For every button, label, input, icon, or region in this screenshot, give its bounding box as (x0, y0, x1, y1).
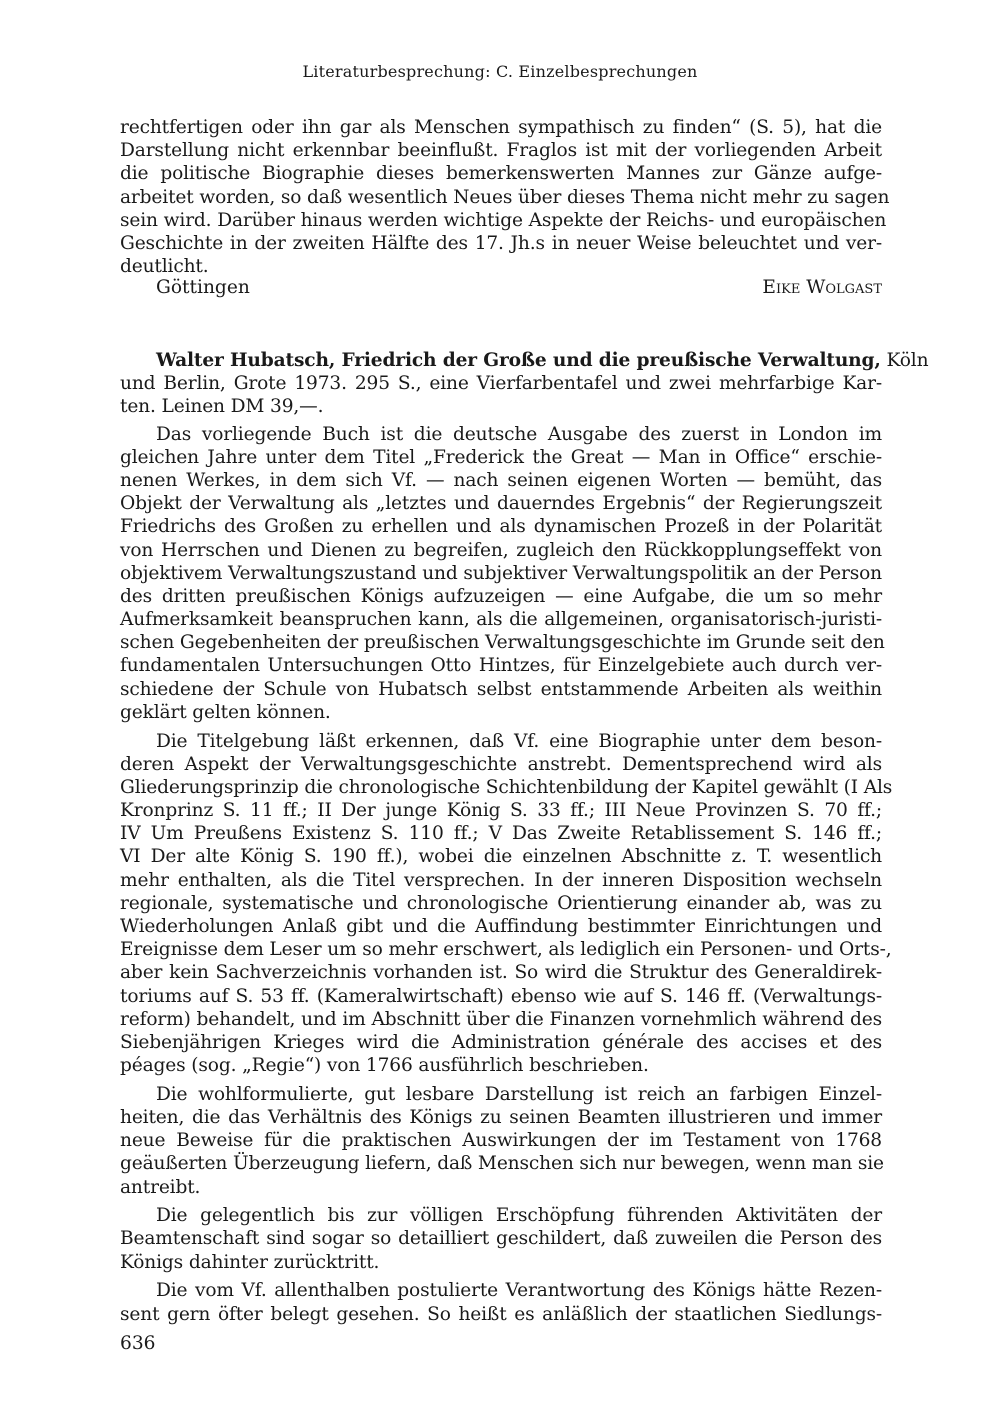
text-line: Friedrichs des Großen zu erhellen und als dynamischen Prozeß in der Polarität (120, 516, 882, 538)
text-line: Königs dahinter zurücktritt. (120, 1251, 380, 1273)
review-title-line: ten. Leinen DM 39,—. (120, 396, 324, 418)
text-line: heiten, die das Verhältnis des Königs zu seinen Beamten illustrieren und immer (120, 1107, 882, 1128)
text-line: objektivem Verwaltungszustand und subjektiver Verwaltungspolitik an der Person (120, 562, 882, 584)
paragraph (120, 1204, 882, 1274)
text-line: VI Der alte König S. 190 ff.), wobei die einzelnen Abschnitte z. T. wesentlich (120, 846, 882, 868)
text-line: die politische Biographie dieses bemerkenswerten Mannes zur Gänze aufge- (120, 163, 882, 185)
text-line: regionale, systematische und chronologische Orientierung einander ab, was zu (120, 892, 882, 914)
text-line: sein wird. Darüber hinaus werden wichtige Aspekte der Reichs- und europäischen (120, 209, 887, 231)
text-line: schen Gegebenheiten der preußischen Verwaltungsgeschichte im Grunde seit den (120, 632, 885, 654)
text-line: rechtfertigen oder ihn gar als Menschen sympathisch zu finden“ (S. 5), hat die (120, 117, 882, 138)
text-line: toriums auf S. 53 ff. (Kameralwirtschaft) ebenso wie auf S. 146 ff. (Verwaltungs- (120, 985, 882, 1007)
text-line: geklärt gelten können. (120, 701, 331, 723)
text-line: nenen Werkes, in dem sich Vf. — nach seinen eigenen Worten — bemüht, das (120, 469, 882, 491)
book-title: Walter Hubatsch, Friedrich der Große und die preußische Verwaltung, (156, 350, 881, 371)
text-line: Geschichte in der zweiten Hälfte des 17. Jh.s in neuer Weise beleuchtet und ver- (120, 232, 882, 254)
text-line: Siebenjährigen Krieges wird die Administration générale des accises et des (120, 1031, 882, 1053)
text-line: mehr enthalten, als die Titel versprechen. In der inneren Disposition wechseln (120, 869, 882, 891)
text-line: antreibt. (120, 1176, 201, 1198)
text-line: arbeitet worden, so daß wesentlich Neues über dieses Thema nicht mehr zu sagen (120, 186, 890, 208)
text-line: Die Titelgebung läßt erkennen, daß Vf. eine Biographie unter dem beson- (156, 730, 882, 752)
text-line: fundamentalen Untersuchungen Otto Hintzes, für Einzelgebiete auch durch ver- (120, 655, 882, 677)
text-line: Objekt der Verwaltung als „letztes und dauerndes Ergebnis“ der Regierungszeit (120, 493, 882, 515)
text-line: Die vom Vf. allenthalben postulierte Verantwortung des Königs hätte Rezen- (156, 1280, 882, 1302)
text-line: Kronprinz S. 11 ff.; II Der junge König S. 33 ff.; III Neue Provinzen S. 70 ff.; (120, 800, 882, 822)
text-line: Die gelegentlich bis zur völligen Erschöpfung führenden Aktivitäten der (156, 1205, 882, 1227)
text-line: deutlicht. (120, 256, 209, 278)
text-line: Darstellung nicht erkennbar beeinflußt. Fraglos ist mit der vorliegenden Arbeit (120, 140, 882, 162)
review-title-line: und Berlin, Grote 1973. 295 S., eine Vierfarbentafel und zwei mehrfarbige Kar- (120, 373, 882, 395)
paragraph (120, 1083, 882, 1199)
text-line: IV Um Preußens Existenz S. 110 ff.; V Das Zweite Retablissement S. 146 ff.; (120, 823, 882, 845)
text-line: Beamtenschaft sind sogar so detailliert geschildert, daß zuweilen die Person des (120, 1228, 882, 1250)
text-line: Ereignisse dem Leser um so mehr erschwert, als lediglich ein Personen- und Orts-, (120, 939, 892, 961)
review-body (120, 423, 893, 1326)
text-line: péages (sog. „Regie“) von 1766 ausführlich beschrieben. (120, 1055, 649, 1077)
text-line: reform) behandelt, und im Abschnitt über die Finanzen vornehmlich während des (120, 1008, 882, 1030)
text-line: Gliederungsprinzip die chronologische Schichtenbildung der Kapitel gewählt (I Als (120, 776, 893, 798)
text-line: von Herrschen und Dienen zu begreifen, zugleich den Rückkopplungseffekt von (120, 539, 882, 561)
text-line: deren Aspekt der Verwaltungsgeschichte anstrebt. Dementsprechend wird als (120, 753, 882, 775)
running-head: Literaturbesprechung: C. Einzelbesprechungen (302, 62, 698, 81)
review-1-text (120, 116, 890, 278)
text-line: des dritten preußischen Königs aufzuzeigen — eine Aufgabe, die um so mehr (120, 585, 882, 607)
reviewer-place: Göttingen (156, 277, 250, 298)
publication-place: Köln (880, 350, 929, 371)
text-line: neue Beweise für die praktischen Auswirkungen der im Testament von 1768 (120, 1130, 882, 1152)
text-line: geäußerten Überzeugung liefern, daß Menschen sich nur bewegen, wenn man sie (120, 1153, 884, 1175)
reviewer-name: Eike Wolgast (762, 277, 882, 298)
review-2 (120, 349, 929, 1326)
page-number: 636 (120, 1333, 156, 1354)
text-line: Wiederholungen Anlaß gibt und die Auffindung bestimmter Einrichtungen und (120, 916, 882, 937)
text-line: gleichen Jahre unter dem Titel „Frederick the Great — Man in Office“ erschie- (120, 446, 882, 468)
paragraph (120, 730, 893, 1078)
text-line: sent gern öfter belegt gesehen. So heißt es anläßlich der staatlichen Siedlungs- (120, 1303, 882, 1325)
paragraph (120, 1279, 882, 1325)
text-line: Aufmerksamkeit beanspruchen kann, als die allgemeinen, organisatorisch-juristi- (120, 609, 882, 631)
text-line: aber kein Sachverzeichnis vorhanden ist. So wird die Struktur des Generaldirek- (120, 962, 882, 984)
text-line: schiedene der Schule von Hubatsch selbst entstammende Arbeiten als weithin (120, 678, 882, 700)
review-title-line (120, 349, 929, 372)
text-line: Das vorliegende Buch ist die deutsche Ausgabe des zuerst in London im (156, 423, 882, 445)
paragraph (120, 423, 885, 724)
text-line: Die wohlformulierte, gut lesbare Darstellung ist reich an farbigen Einzel- (156, 1083, 882, 1105)
